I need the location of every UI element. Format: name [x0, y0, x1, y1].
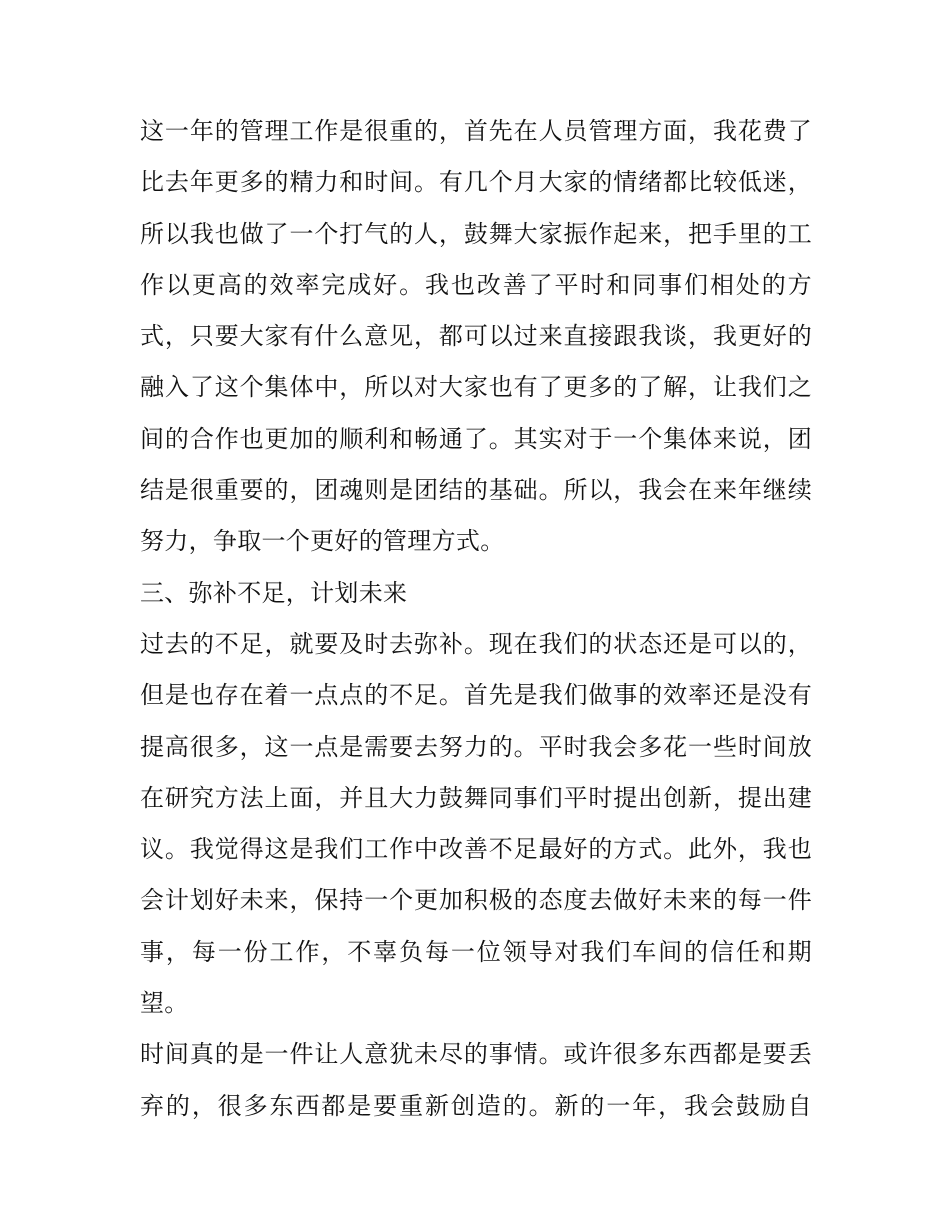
paragraph-line: 弃的，很多东西都是要重新创造的。新的一年，我会鼓励自 [140, 1091, 812, 1120]
paragraph-line: 但是也存在着一点点的不足。首先是我们做事的效率还是没有 [140, 681, 812, 710]
paragraph-line: 提高很多，这一点是需要去努力的。平时我会多花一些时间放 [140, 732, 812, 761]
paragraph-line: 议。我觉得这是我们工作中改善不足最好的方式。此外，我也 [140, 835, 812, 864]
paragraph-line: 结是很重要的，团魂则是团结的基础。所以，我会在来年继续 [140, 476, 812, 505]
paragraph-line: 望。 [140, 989, 189, 1018]
section-heading: 三、弥补不足，计划未来 [140, 578, 408, 607]
paragraph-line: 这一年的管理工作是很重的，首先在人员管理方面，我花费了 [140, 117, 812, 145]
paragraph-line: 过去的不足，就要及时去弥补。现在我们的状态还是可以的， [140, 629, 812, 658]
paragraph-line: 间的合作也更加的顺利和畅通了。其实对于一个集体来说，团 [140, 424, 812, 453]
paragraph-line: 融入了这个集体中，所以对大家也有了更多的了解，让我们之 [140, 373, 812, 402]
paragraph-line: 努力，争取一个更好的管理方式。 [140, 527, 505, 556]
paragraph-line: 在研究方法上面，并且大力鼓舞同事们平时提出创新，提出建 [140, 783, 812, 812]
paragraph-line: 事，每一份工作，不辜负每一位领导对我们车间的信任和期 [140, 937, 812, 966]
paragraph-line: 所以我也做了一个打气的人，鼓舞大家振作起来，把手里的工 [140, 219, 812, 248]
paragraph-line: 作以更高的效率完成好。我也改善了平时和同事们相处的方 [140, 270, 812, 299]
paragraph-line: 会计划好未来，保持一个更加积极的态度去做好未来的每一件 [140, 886, 812, 915]
paragraph-line: 时间真的是一件让人意犹未尽的事情。或许很多东西都是要丢 [140, 1040, 812, 1069]
paragraph-line: 式，只要大家有什么意见，都可以过来直接跟我谈，我更好的 [140, 322, 812, 351]
document-body [140, 106, 812, 1132]
paragraph-line: 比去年更多的精力和时间。有几个月大家的情绪都比较低迷， [140, 168, 812, 197]
